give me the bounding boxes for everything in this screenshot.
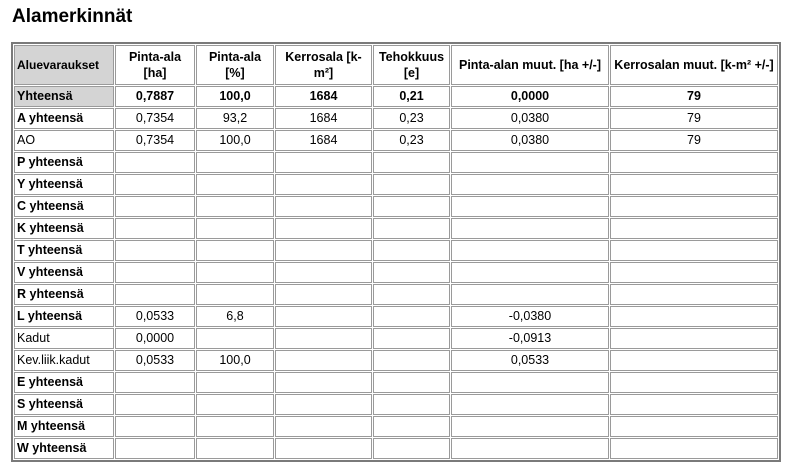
cell-area-change [451,152,609,173]
table-row [14,130,778,151]
header-area-ha: Pinta-ala [ha] [115,45,195,85]
cell-floor-area-change [610,196,778,217]
cell-name: T yhteensä [14,240,114,261]
cell-efficiency [373,416,450,437]
cell-area-ha: 0,7354 [115,130,195,151]
cell-efficiency [373,328,450,349]
cell-efficiency: 0,21 [373,86,450,107]
cell-area-change [451,196,609,217]
cell-area-percent [196,438,274,459]
cell-floor-area: 1684 [275,130,372,151]
cell-name: L yhteensä [14,306,114,327]
cell-area-change [451,262,609,283]
table-row [14,240,778,261]
cell-area-ha: 0,0533 [115,306,195,327]
header-area-change: Pinta-alan muut. [ha +/-] [451,45,609,85]
cell-area-ha [115,218,195,239]
cell-floor-area [275,350,372,371]
area-reservations-table-frame [11,42,781,462]
cell-name: Kadut [14,328,114,349]
cell-area-ha: 0,0533 [115,350,195,371]
table-row [14,372,778,393]
cell-efficiency: 0,23 [373,130,450,151]
cell-floor-area-change: 79 [610,130,778,151]
cell-floor-area-change [610,284,778,305]
cell-floor-area-change [610,394,778,415]
cell-name: C yhteensä [14,196,114,217]
cell-area-ha [115,174,195,195]
cell-floor-area [275,328,372,349]
cell-area-ha [115,196,195,217]
header-floor-area-change: Kerrosalan muut. [k-m² +/-] [610,45,778,85]
cell-area-percent [196,284,274,305]
cell-floor-area [275,262,372,283]
table-header-row [14,45,778,85]
cell-area-change: 0,0380 [451,108,609,129]
cell-area-ha [115,438,195,459]
header-area-reservations: Aluevaraukset [14,45,114,85]
cell-floor-area-change [610,438,778,459]
cell-area-percent [196,372,274,393]
cell-floor-area: 1684 [275,86,372,107]
header-efficiency: Tehokkuus [e] [373,45,450,85]
cell-area-ha [115,372,195,393]
cell-area-percent [196,262,274,283]
cell-floor-area-change [610,262,778,283]
cell-efficiency [373,284,450,305]
cell-area-change: -0,0380 [451,306,609,327]
cell-area-ha [115,416,195,437]
cell-area-ha [115,284,195,305]
cell-efficiency [373,218,450,239]
table-row [14,108,778,129]
table-row [14,438,778,459]
cell-area-percent: 100,0 [196,350,274,371]
cell-name: Kev.liik.kadut [14,350,114,371]
cell-floor-area [275,416,372,437]
cell-floor-area [275,394,372,415]
cell-efficiency [373,174,450,195]
cell-area-percent [196,196,274,217]
cell-floor-area-change: 79 [610,108,778,129]
cell-area-percent: 100,0 [196,86,274,107]
table-row [14,196,778,217]
cell-area-percent: 6,8 [196,306,274,327]
cell-name: E yhteensä [14,372,114,393]
cell-efficiency: 0,23 [373,108,450,129]
cell-area-change [451,174,609,195]
cell-area-ha [115,152,195,173]
cell-floor-area [275,284,372,305]
cell-efficiency [373,240,450,261]
cell-area-ha [115,240,195,261]
cell-efficiency [373,152,450,173]
cell-area-change: 0,0533 [451,350,609,371]
cell-area-percent: 93,2 [196,108,274,129]
cell-area-change [451,438,609,459]
cell-floor-area-change [610,152,778,173]
cell-floor-area [275,152,372,173]
cell-area-percent [196,174,274,195]
cell-area-percent: 100,0 [196,130,274,151]
cell-floor-area: 1684 [275,108,372,129]
table-row [14,394,778,415]
cell-area-change: -0,0913 [451,328,609,349]
cell-floor-area [275,438,372,459]
cell-name: A yhteensä [14,108,114,129]
cell-name: M yhteensä [14,416,114,437]
cell-floor-area [275,306,372,327]
cell-floor-area-change [610,372,778,393]
cell-floor-area-change: 79 [610,86,778,107]
cell-name: R yhteensä [14,284,114,305]
table-row [14,218,778,239]
cell-efficiency [373,306,450,327]
cell-area-percent [196,240,274,261]
cell-area-percent [196,416,274,437]
table-row [14,152,778,173]
header-area-percent: Pinta-ala [%] [196,45,274,85]
table-row [14,262,778,283]
cell-floor-area-change [610,328,778,349]
cell-efficiency [373,394,450,415]
cell-efficiency [373,438,450,459]
cell-name: Yhteensä [14,86,114,107]
table-body [14,86,778,459]
cell-area-percent [196,218,274,239]
table-row [14,328,778,349]
cell-efficiency [373,350,450,371]
cell-name: Y yhteensä [14,174,114,195]
table-row [14,174,778,195]
cell-name: K yhteensä [14,218,114,239]
cell-floor-area-change [610,416,778,437]
cell-efficiency [373,196,450,217]
cell-area-change [451,284,609,305]
table-row [14,86,778,107]
cell-area-ha [115,262,195,283]
cell-name: P yhteensä [14,152,114,173]
cell-name: AO [14,130,114,151]
cell-area-percent [196,328,274,349]
cell-area-ha: 0,7354 [115,108,195,129]
cell-floor-area-change [610,240,778,261]
cell-area-percent [196,394,274,415]
cell-name: V yhteensä [14,262,114,283]
table-row [14,416,778,437]
cell-area-change [451,372,609,393]
cell-floor-area-change [610,306,778,327]
cell-floor-area [275,196,372,217]
cell-area-ha [115,394,195,415]
cell-floor-area-change [610,350,778,371]
cell-area-ha: 0,0000 [115,328,195,349]
cell-floor-area-change [610,174,778,195]
cell-floor-area-change [610,218,778,239]
cell-area-ha: 0,7887 [115,86,195,107]
cell-area-change [451,416,609,437]
cell-area-percent [196,152,274,173]
table-row [14,306,778,327]
cell-floor-area [275,174,372,195]
header-floor-area: Kerrosala [k-m²] [275,45,372,85]
cell-efficiency [373,372,450,393]
cell-floor-area [275,372,372,393]
cell-area-change [451,240,609,261]
cell-name: S yhteensä [14,394,114,415]
cell-area-change: 0,0000 [451,86,609,107]
table-row [14,284,778,305]
cell-name: W yhteensä [14,438,114,459]
cell-floor-area [275,218,372,239]
cell-area-change [451,218,609,239]
cell-area-change: 0,0380 [451,130,609,151]
cell-area-change [451,394,609,415]
page-title: Alamerkinnät [12,6,133,27]
cell-efficiency [373,262,450,283]
cell-floor-area [275,240,372,261]
table-row [14,350,778,371]
area-reservations-table [13,44,779,460]
